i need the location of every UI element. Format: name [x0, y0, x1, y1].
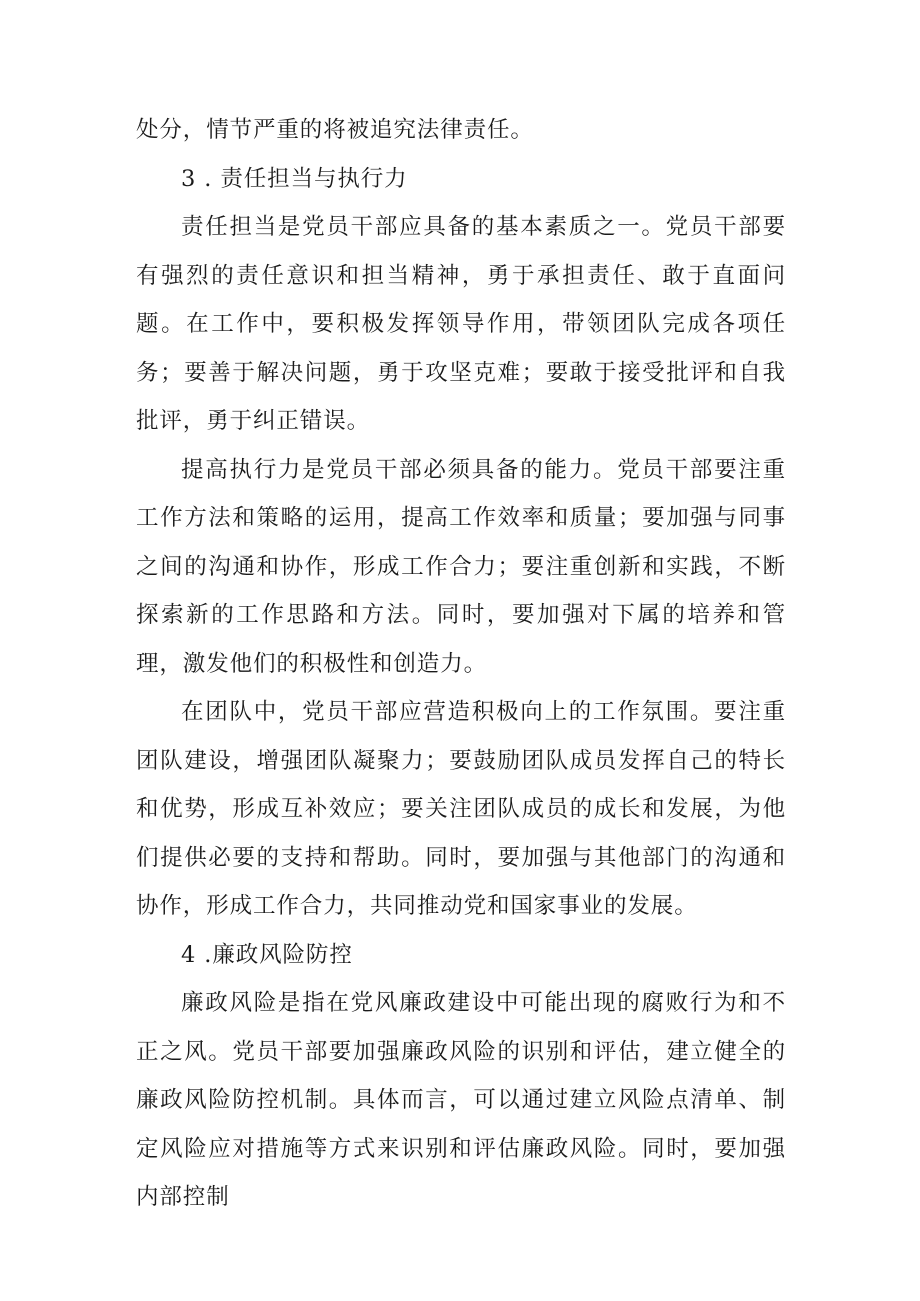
section-heading-4: 4 .廉政风险防控 [181, 941, 353, 968]
paragraph-responsibility: 责任担当是党员干部应具备的基本素质之一。党员干部要有强烈的责任意识和担当精神，勇于承担责任、敢于直面问题。在工作中，要积极发挥领导作用，带领团队完成各项任务；要善于解决问题，勇于攻坚克难；要敢于接受批评和自我批评，勇于纠正错误。 [136, 214, 786, 434]
paragraph-integrity-risk: 廉政风险是指在党风廉政建设中可能出现的腐败行为和不正之风。党员干部要加强廉政风险的识别和评估，建立健全的廉政风险防控机制。具体而言，可以通过建立风险点清单、制定风险应对措施等方式来识别和评估廉政风险。同时，要加强内部控制 [136, 990, 786, 1210]
paragraph-execution: 提高执行力是党员干部必须具备的能力。党员干部要注重工作方法和策略的运用，提高工作效率和质量；要加强与同事之间的沟通和协作，形成工作合力；要注重创新和实践，不断探索新的工作思路和方法。同时，要加强对下属的培养和管理，激发他们的积极性和创造力。 [136, 456, 786, 677]
paragraph-team: 在团队中，党员干部应营造积极向上的工作氛围。要注重团队建设，增强团队凝聚力；要鼓励团队成员发挥自己的特长和优势，形成互补效应；要关注团队成员的成长和发展，为他们提供必要的支持和帮助。同时，要加强与其他部门的沟通和协作，形成工作合力，共同推动党和国家事业的发展。 [136, 699, 786, 919]
document-body [136, 106, 786, 1222]
section-heading-3: 3 . 责任担当与执行力 [181, 165, 408, 192]
paragraph-continuation: 处分，情节严重的将被追究法律责任。 [136, 117, 534, 143]
